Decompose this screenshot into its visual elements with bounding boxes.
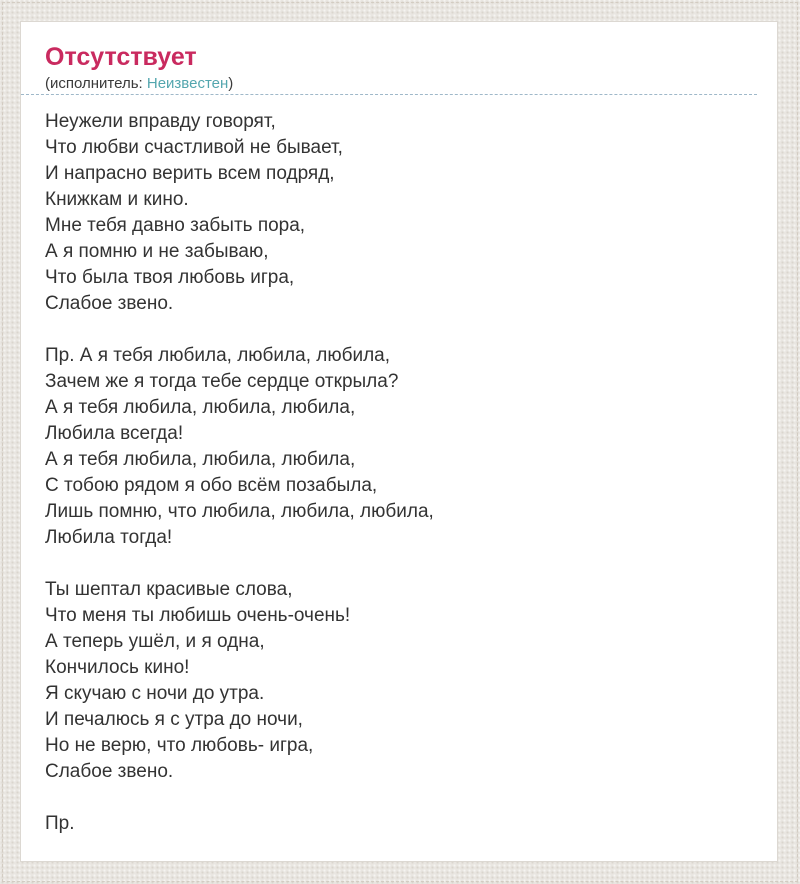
lyric-line: Слабое звено. — [45, 293, 174, 314]
lyric-line: Пр. А я тебя любила, любила, любила, — [45, 345, 391, 366]
lyric-line: А я помню и не забываю, — [45, 241, 269, 262]
lyric-line: А я тебя любила, любила, любила, — [45, 397, 356, 418]
song-title: Отсутствует — [45, 43, 197, 71]
lyric-line: Слабое звено. — [45, 761, 174, 782]
artist-label-prefix: (исполнитель: — [45, 75, 147, 92]
lyric-line-blank — [45, 785, 757, 811]
lyric-line: Что меня ты любишь очень-очень! — [45, 605, 351, 626]
lyric-line: Что любви счастливой не бывает, — [45, 137, 343, 158]
lyric-line: Неужели вправду говорят, — [45, 111, 276, 132]
lyric-line: С тобою рядом я обо всём позабыла, — [45, 475, 378, 496]
lyric-line: Ты шептал красивые слова, — [45, 579, 293, 600]
artist-label-suffix: ) — [228, 75, 234, 92]
lyrics-card — [20, 21, 778, 862]
lyric-line-blank — [45, 317, 757, 343]
lyric-line: Что была твоя любовь игра, — [45, 267, 295, 288]
lyric-line: Лишь помню, что любила, любила, любила, — [45, 501, 434, 522]
lyric-line: А я тебя любила, любила, любила, — [45, 449, 356, 470]
lyric-line: Зачем же я тогда тебе сердце открыла? — [45, 371, 399, 392]
lyric-line-blank — [45, 551, 757, 577]
lyrics-body — [21, 95, 777, 837]
lyric-line: Но не верю, что любовь- игра, — [45, 735, 314, 756]
lyric-line: Я скучаю с ночи до утра. — [45, 683, 265, 704]
lyric-line: Любила всегда! — [45, 423, 184, 444]
lyric-line: Книжкам и кино. — [45, 189, 189, 210]
artist-link[interactable]: Неизвестен — [146, 75, 229, 92]
artist-line — [45, 74, 757, 94]
lyric-line: И печалюсь я с утра до ночи, — [45, 709, 303, 730]
lyric-line: А теперь ушёл, и я одна, — [45, 631, 265, 652]
lyric-line: Любила тогда! — [45, 527, 173, 548]
song-header — [21, 22, 757, 95]
lyric-line: Пр. — [45, 813, 75, 834]
lyric-line: И напрасно верить всем подряд, — [45, 163, 335, 184]
lyric-line: Кончилось кино! — [45, 657, 190, 678]
lyric-line: Мне тебя давно забыть пора, — [45, 215, 306, 236]
